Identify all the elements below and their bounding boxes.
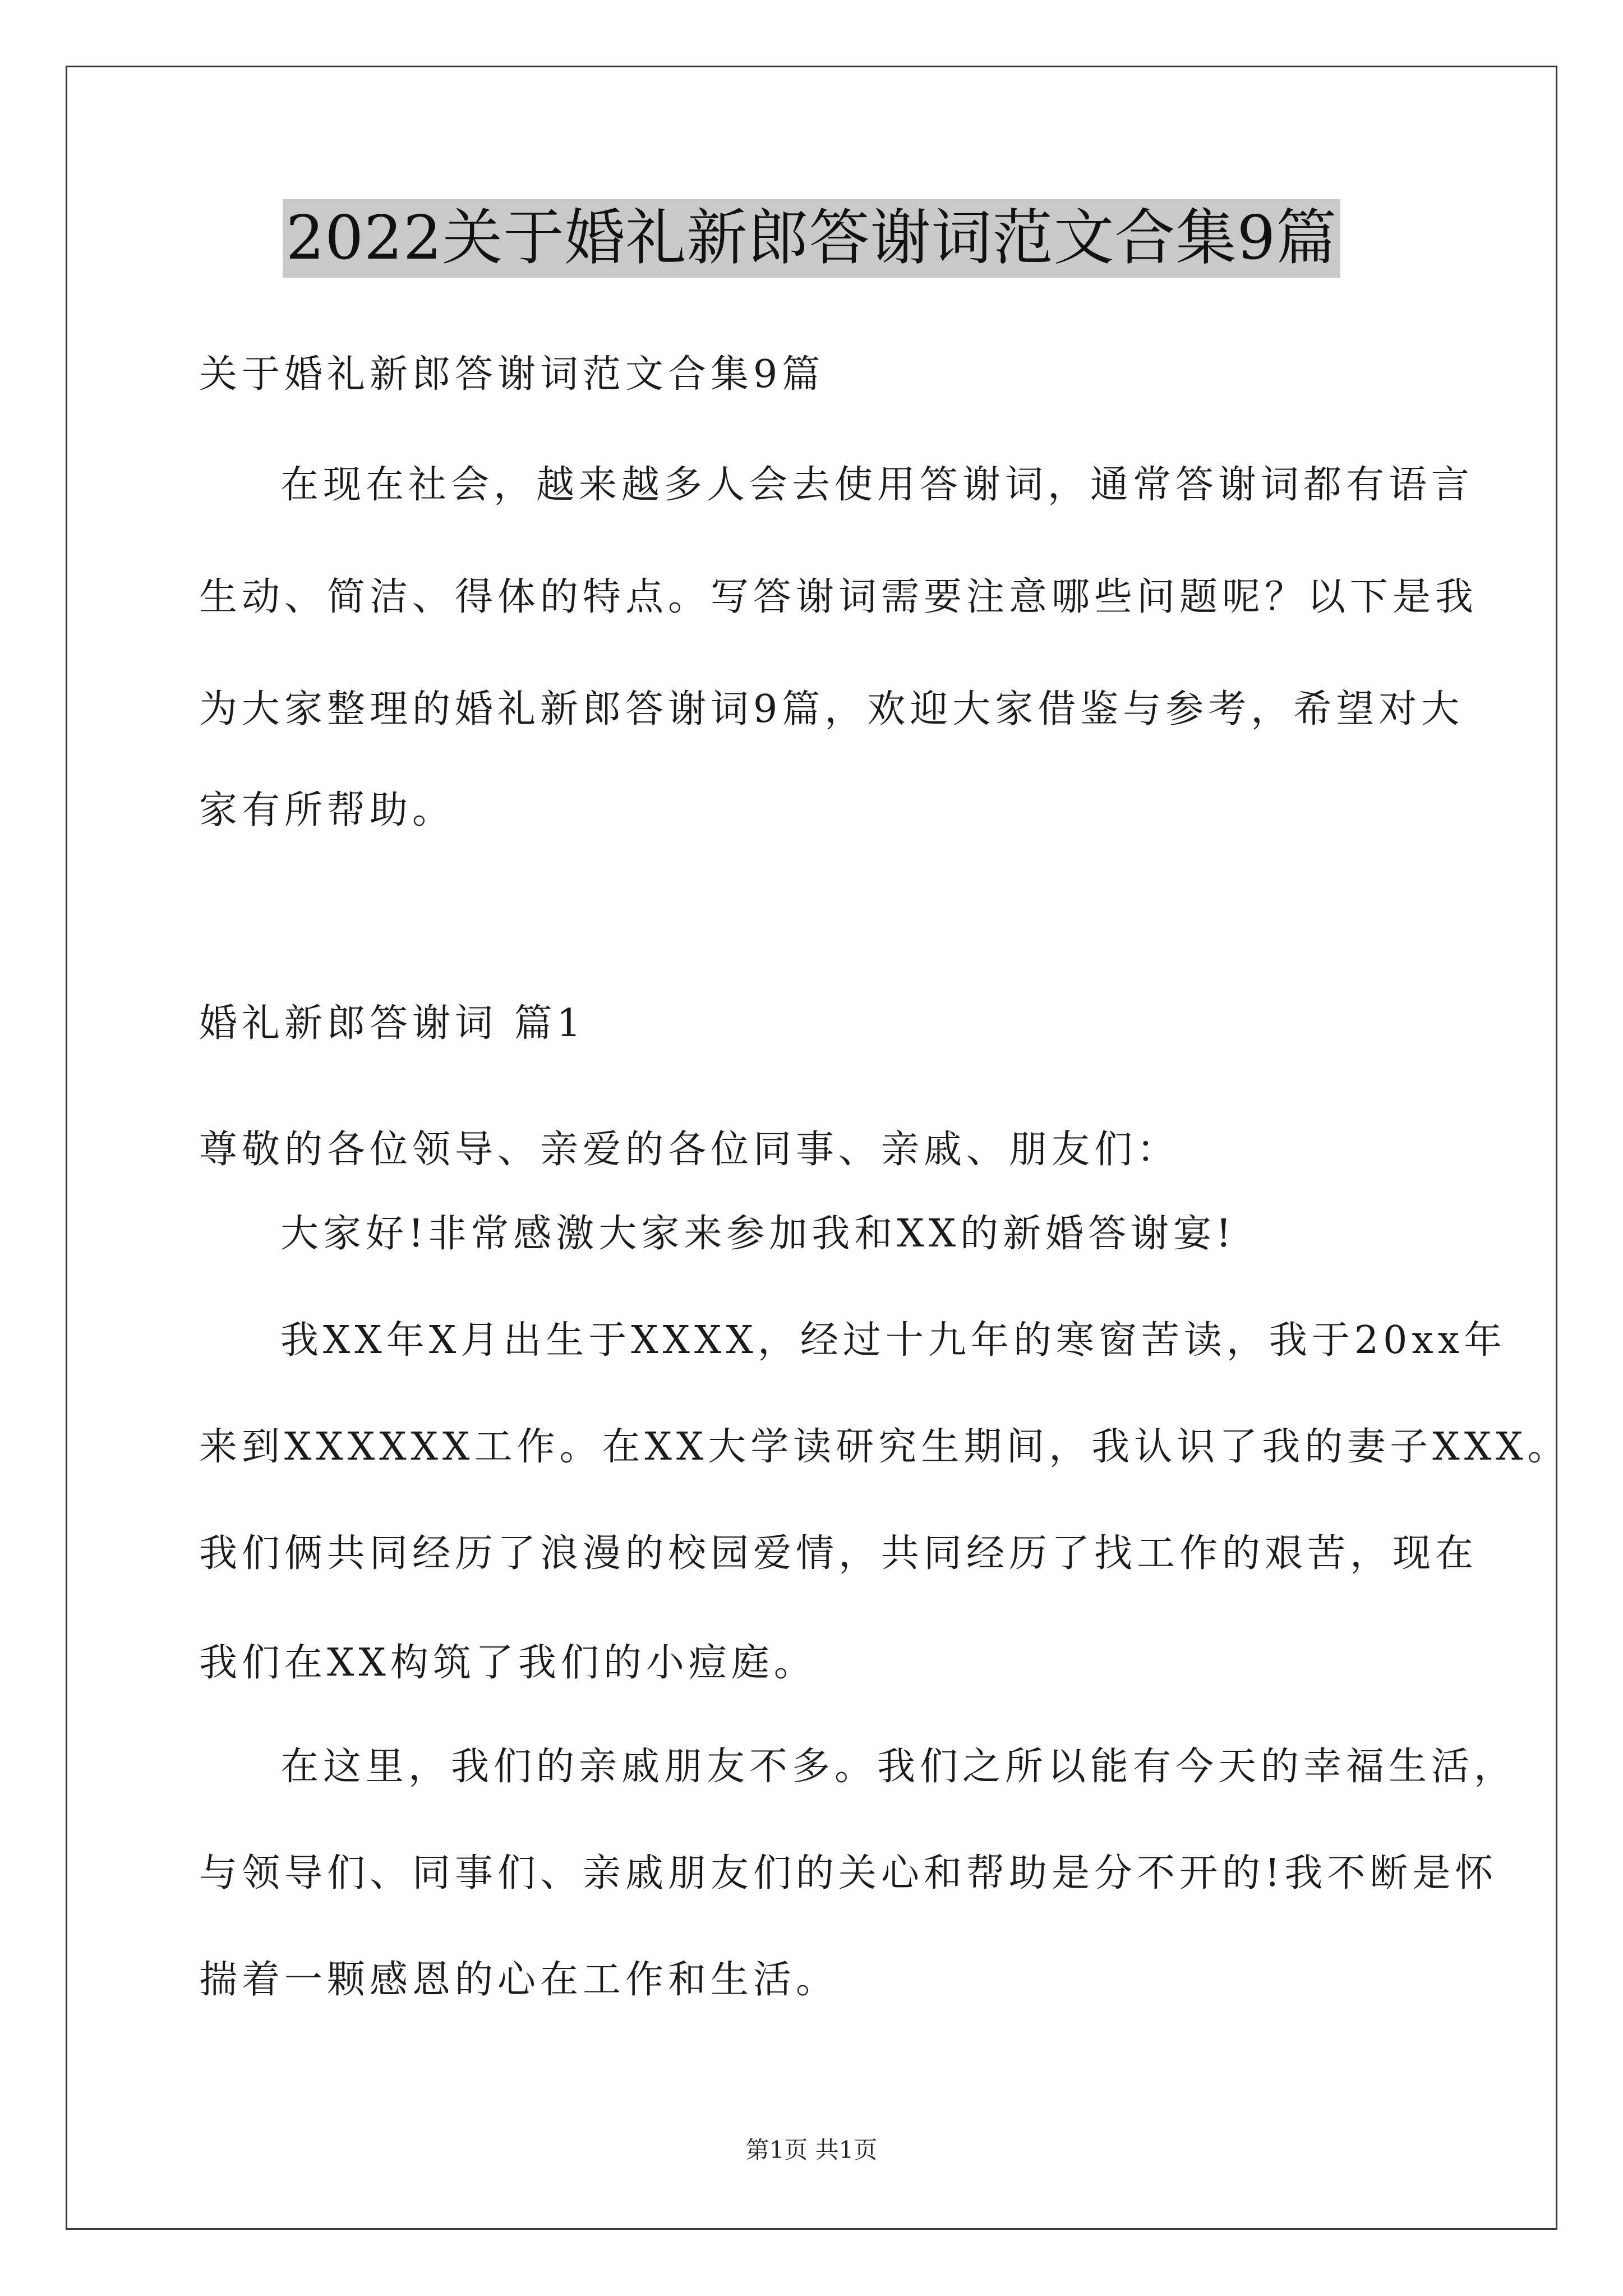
title-container <box>0 199 1623 278</box>
paragraph-2-line-4: 我们在XX构筑了我们的小痘庭。 <box>199 1641 817 1685</box>
document-subtitle: 关于婚礼新郎答谢词范文合集9篇 <box>199 352 825 397</box>
paragraph-3-line-3: 揣着一颗感恩的心在工作和生活。 <box>199 1958 839 2002</box>
section-heading: 婚礼新郎答谢词 篇1 <box>199 1001 585 1046</box>
paragraph-3-line-1: 在这里，我们的亲戚朋友不多。我们之所以能有今天的幸福生活， <box>280 1745 1517 1789</box>
page-footer: 第1页 共1页 <box>745 2136 878 2164</box>
paragraph-2-line-3: 我们俩共同经历了浪漫的校园爱情，共同经历了找工作的艰苦，现在 <box>199 1531 1478 1576</box>
paragraph-2-line-1: 我XX年X月出生于XXXX，经过十九年的寒窗苦读，我于20xx年 <box>280 1318 1507 1363</box>
document-title: 2022关于婚礼新郎答谢词范文合集9篇 <box>283 199 1341 278</box>
intro-line-1: 在现在社会，越来越多人会去使用答谢词，通常答谢词都有语言 <box>280 463 1474 507</box>
salutation: 尊敬的各位领导、亲爱的各位同事、亲戚、朋友们： <box>199 1128 1180 1172</box>
paragraph-1: 大家好!非常感激大家来参加我和XX的新婚答谢宴! <box>280 1212 1236 1256</box>
intro-line-2: 生动、简洁、得体的特点。写答谢词需要注意哪些问题呢？以下是我 <box>199 575 1478 619</box>
intro-line-4: 家有所帮助。 <box>199 788 455 832</box>
intro-line-3: 为大家整理的婚礼新郎答谢词9篇，欢迎大家借鉴与参考，希望对大 <box>199 687 1464 731</box>
paragraph-3-line-2: 与领导们、同事们、亲戚朋友们的关心和帮助是分不开的!我不断是怀 <box>199 1851 1498 1895</box>
paragraph-2-line-2: 来到XXXXXX工作。在XX大学读研究生期间，我认识了我的妻子XXX。 <box>199 1425 1570 1469</box>
